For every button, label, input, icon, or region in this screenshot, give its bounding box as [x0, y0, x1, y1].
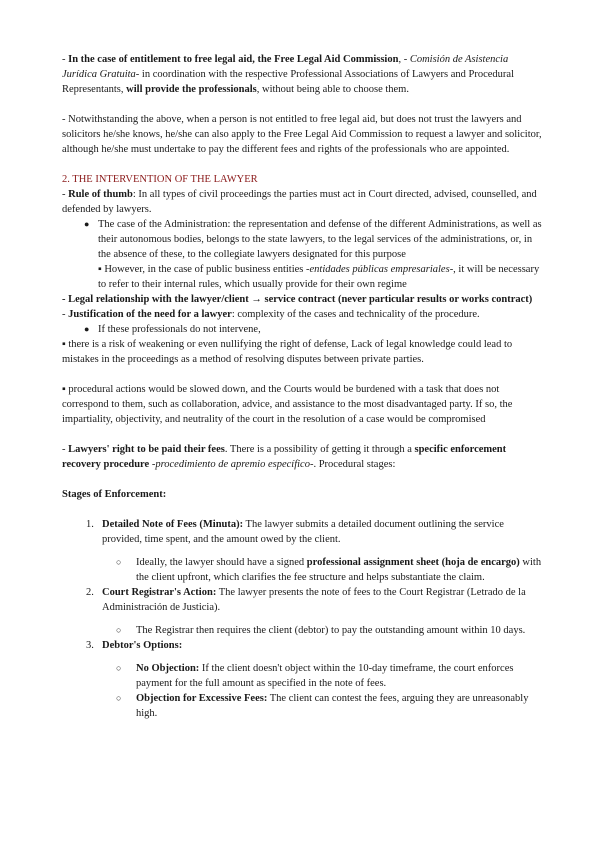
text: , without being able to choose them. — [256, 84, 409, 95]
circle-bullet-icon: ○ — [116, 625, 122, 635]
text: -, it will be necessary to refer to their internal rules, which usually provide for their own regime — [98, 264, 540, 290]
bold-text: Lawyers' right to be paid their fees — [68, 444, 225, 455]
document-page — [62, 52, 542, 721]
step-title: Court Registrar's Action: — [102, 587, 217, 598]
text: . There is a possibility of getting it through a — [224, 444, 415, 455]
bullet-dot-icon: ● — [84, 219, 90, 229]
bullet-text: The case of the Administration: the representation and defense of the different Administrations, as well as their autonomous bodies, belongs to the state lawyers, to the legal services of the administrations, or, in the absence of these, to the collegiate lawyers designated for this purpose — [98, 219, 542, 260]
sub-step-text: The Registrar then requires the client (debtor) to pay the outstanding amount within 10 days. — [136, 625, 526, 636]
paragraph-free-legal-aid — [62, 52, 542, 97]
step-number: 2. — [86, 587, 94, 598]
bold-text: the Free Legal Aid Commission — [254, 54, 399, 65]
paragraph-procedural: ▪ procedural actions would be slowed down, and the Courts would be burdened with a task that does not correspond to them, such as collaboration, advice, and assistance to the most disadvantaged party. If so, the impartiality, objectivity, and neutrality of the court in the resolution of a case would be compromised — [62, 384, 513, 425]
text: The lawyer submits a detailed document outlining the service provided, time spent, and the amount owed by the client. — [102, 519, 504, 545]
step-item — [86, 638, 542, 653]
step-text — [102, 517, 542, 547]
text: with the client upfront, which clarifies the fee structure and helps substantiate the claim. — [136, 557, 542, 583]
sub-step-item — [116, 661, 542, 691]
sub-step-text — [136, 555, 542, 585]
text: ▪ However, in the case of public business entities - — [98, 264, 310, 275]
text: : complexity of the cases and technicality of the procedure. — [231, 309, 480, 320]
bullet-item — [84, 322, 542, 337]
paragraph-risk: ▪ there is a risk of weakening or even nullifying the right of defense, Lack of legal knowledge could lead to mistakes in the proceedings as a method of resolving disputes between private parties. — [62, 339, 513, 365]
sub-step-text — [136, 661, 542, 691]
sub-step-text — [136, 691, 542, 721]
dash: - — [62, 54, 69, 65]
sub-step-item — [116, 623, 542, 638]
bold-text: Rule of thumb — [68, 189, 133, 200]
text: The client can contest the fees, arguing they are unreasonably high. — [136, 693, 529, 719]
italic-text: Comisión de Asistencia Jurídica Gratuita — [62, 54, 509, 80]
step-item — [86, 585, 542, 615]
bold-text: - Legal relationship with the lawyer/client → service contract (never particular results or works contract) — [62, 294, 533, 305]
dash: - — [62, 309, 69, 320]
bullet-dot-icon: ● — [84, 324, 90, 334]
bold-text: Justification of the need for a lawyer — [68, 309, 232, 320]
sub-step-item — [116, 555, 542, 585]
bold-text: will provide the professionals — [126, 84, 257, 95]
section-heading: 2. THE INTERVENTION OF THE LAWYER — [62, 174, 258, 185]
step-text — [102, 638, 182, 653]
step-number: 1. — [86, 519, 94, 530]
text: : In all types of civil proceedings the parties must act in Court directed, advised, counselled, and defended by lawyers. — [62, 189, 537, 215]
paragraph-legal-relationship — [62, 292, 542, 307]
bold-text: professional assignment sheet (hoja de encargo) — [306, 557, 520, 568]
step-title: Detailed Note of Fees (Minuta): — [102, 519, 244, 530]
stages-heading — [62, 487, 542, 502]
bullet-item — [84, 217, 542, 262]
circle-bullet-icon: ○ — [116, 663, 122, 673]
sub-step-item — [116, 691, 542, 721]
paragraph-rule-of-thumb — [62, 187, 542, 217]
dash: - — [62, 444, 69, 455]
bold-text: Objection for Excessive Fees: — [136, 693, 268, 704]
step-item — [86, 517, 542, 547]
bold-text: In the case of entitlement to free legal aid, — [68, 54, 255, 65]
step-number: 3. — [86, 640, 94, 651]
text: If the client doesn't object within the 10-day timeframe, the court enforces payment for the full amount as specified in the note of fees. — [136, 663, 514, 689]
bold-text: specific enforcement recovery procedure — [62, 444, 507, 470]
text: The lawyer presents the note of fees to the Court Registrar (Letrado de la Administración de Justicia). — [102, 587, 526, 613]
paragraph-notwithstanding: - Notwithstanding the above, when a person is not entitled to free legal aid, but does not trust the lawyers and solicitors he/she knows, he/she can also apply to the Free Legal Aid Commission to request a lawyer and solicitor, although he/she must undertake to pay the different fees and rights of the professionals who are appointed. — [62, 114, 542, 155]
step-text — [102, 585, 542, 615]
circle-bullet-icon: ○ — [116, 693, 122, 703]
text: - — [149, 459, 156, 470]
paragraph-justification — [62, 307, 542, 322]
italic-text: entidades públicas empresariales — [309, 264, 450, 275]
sub-bullet-text — [98, 262, 542, 292]
bold-text: Stages of Enforcement: — [62, 489, 167, 500]
bold-text: No Objection: — [136, 663, 200, 674]
text: Ideally, the lawyer should have a signed — [136, 557, 307, 568]
bullet-text: If these professionals do not intervene, — [98, 324, 261, 335]
circle-bullet-icon: ○ — [116, 557, 122, 567]
text: - in coordination with the respective Professional Associations of Lawyers and Procedural Representants, — [62, 69, 514, 95]
italic-text: procedimiento de apremio específico — [155, 459, 310, 470]
dash: - — [62, 189, 69, 200]
step-title: Debtor's Options: — [102, 640, 183, 651]
text: -. Procedural stages: — [309, 459, 396, 470]
paragraph-fees — [62, 442, 542, 472]
text: , - — [398, 54, 410, 65]
